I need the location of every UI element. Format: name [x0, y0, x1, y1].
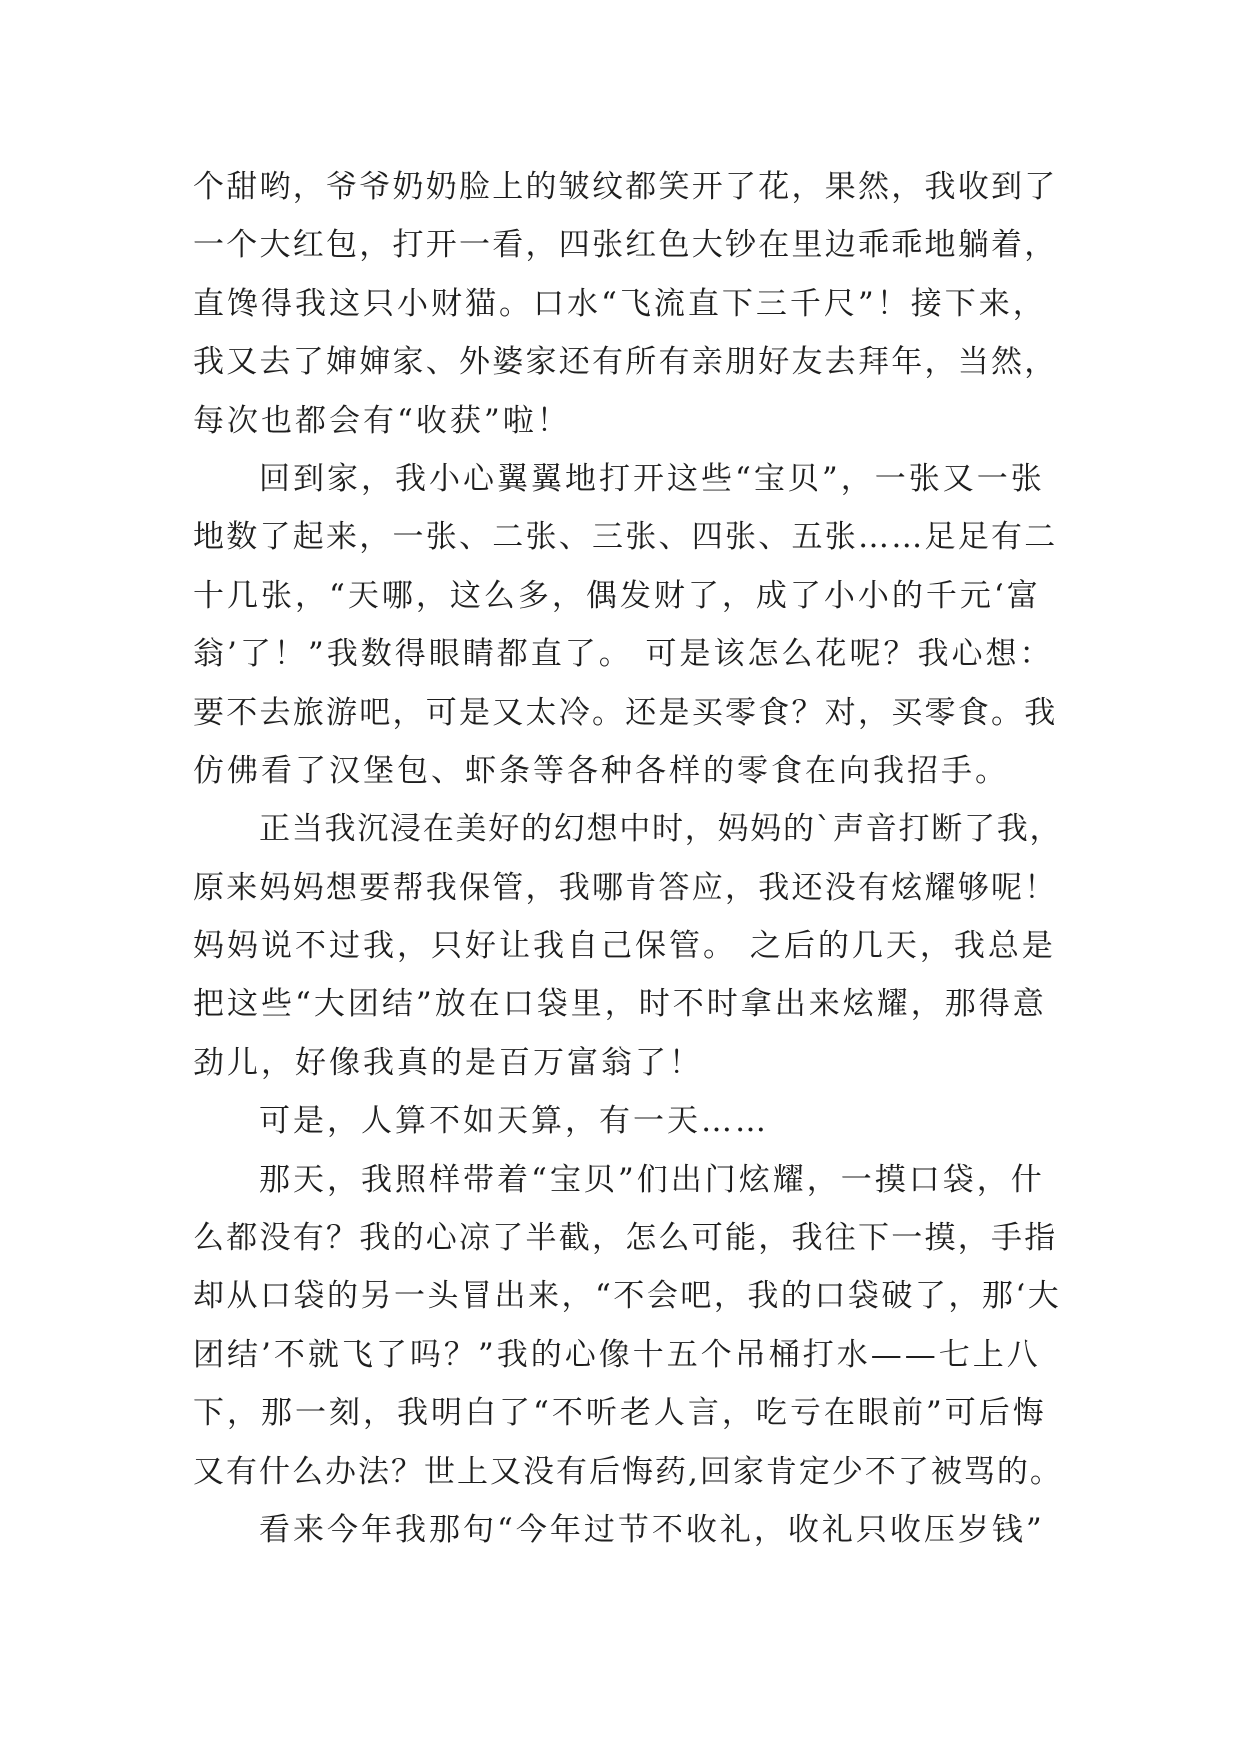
text-line: 一个大红包，打开一看，四张红色大钞在里边乖乖地躺着， [193, 227, 1058, 264]
text-line: 把这些“大团结”放在口袋里，时不时拿出来炫耀，那得意 [193, 986, 1047, 1023]
text-line: 要不去旅游吧，可是又太冷。还是买零食？对，买零食。我 [193, 694, 1058, 731]
text-line: 翁’了！”我数得眼睛都直了。 可是该怎么花呢？我心想： [193, 636, 1054, 673]
document-body [193, 158, 1063, 1559]
text-line: 直馋得我这只小财猫。口水“飞流直下三千尺”！接下来， [193, 285, 1047, 322]
text-line: 下，那一刻，我明白了“不听老人言，吃亏在眼前”可后悔 [193, 1395, 1047, 1432]
text-line: 可是，人算不如天算，有一天…… [259, 1103, 769, 1140]
text-line: 仿佛看了汉堡包、虾条等各种各样的零食在向我招手。 [193, 752, 1009, 789]
text-line: 每次也都会有“收获”啦！ [193, 402, 571, 439]
text-line: 看来今年我那句“今年过节不收礼，收礼只收压岁钱” [259, 1511, 1045, 1548]
text-line: 么都没有？我的心凉了半截，怎么可能，我往下一摸，手指 [193, 1220, 1058, 1257]
text-line: 那天，我照样带着“宝贝”们出门炫耀，一摸口袋，什 [259, 1161, 1045, 1198]
text-line: 地数了起来，一张、二张、三张、四张、五张……足足有二 [193, 519, 1058, 556]
text-line: 却从口袋的另一头冒出来，“不会吧，我的口袋破了，那‘大 [193, 1278, 1062, 1315]
text-line: 又有什么办法？世上又没有后悔药,回家肯定少不了被骂的。 [193, 1453, 1063, 1490]
text-line: 团结’不就飞了吗？”我的心像十五个吊桶打水——七上八 [193, 1336, 1041, 1373]
text-line: 原来妈妈想要帮我保管，我哪肯答应，我还没有炫耀够呢！ [193, 869, 1058, 906]
text-line: 妈妈说不过我，只好让我自己保管。 之后的几天，我总是 [193, 928, 1056, 965]
text-line: 个甜哟，爷爷奶奶脸上的皱纹都笑开了花，果然，我收到了 [193, 169, 1058, 205]
text-line: 正当我沉浸在美好的幻想中时，妈妈的`声音打断了我， [259, 811, 1063, 848]
text-line: 劲儿，好像我真的是百万富翁了！ [193, 1044, 703, 1081]
text-line: 我又去了婶婶家、外婆家还有所有亲朋好友去拜年，当然， [193, 344, 1058, 381]
text-line: 十几张，“天哪，这么多，偶发财了，成了小小的千元‘富 [193, 577, 1041, 614]
text-line: 回到家，我小心翼翼地打开这些“宝贝”，一张又一张 [259, 460, 1045, 497]
